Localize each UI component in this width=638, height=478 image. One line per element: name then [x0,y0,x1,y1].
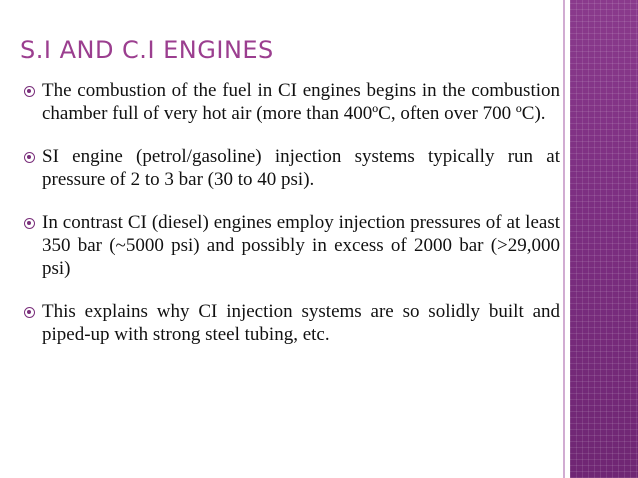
circle-bullet-icon [20,303,38,321]
bullet-item [20,79,560,125]
side-decorative-band [570,0,638,478]
circle-bullet-icon [20,148,38,166]
slide-title: S.I AND C.I ENGINES [20,36,274,64]
circle-bullet-icon [20,82,38,100]
bullet-text: This explains why CI injection systems are so solidly built and piped-up with strong steel tubing, etc. [42,301,560,345]
bullet-list [20,79,560,366]
bullet-item [20,145,560,191]
bullet-item [20,300,560,346]
bullet-text: The combustion of the fuel in CI engines begins in the combustion chamber full of very hot air (more than 400ºC, often over 700 ºC). [42,80,560,124]
bullet-item [20,211,560,280]
bullet-text: In contrast CI (diesel) engines employ injection pressures of at least 350 bar (~5000 psi) and possibly in excess of 2000 bar (>29,000 psi) [42,212,560,279]
bullet-text: SI engine (petrol/gasoline) injection systems typically run at pressure of 2 to 3 bar (30 to 40 psi). [42,146,560,190]
circle-bullet-icon [20,214,38,232]
